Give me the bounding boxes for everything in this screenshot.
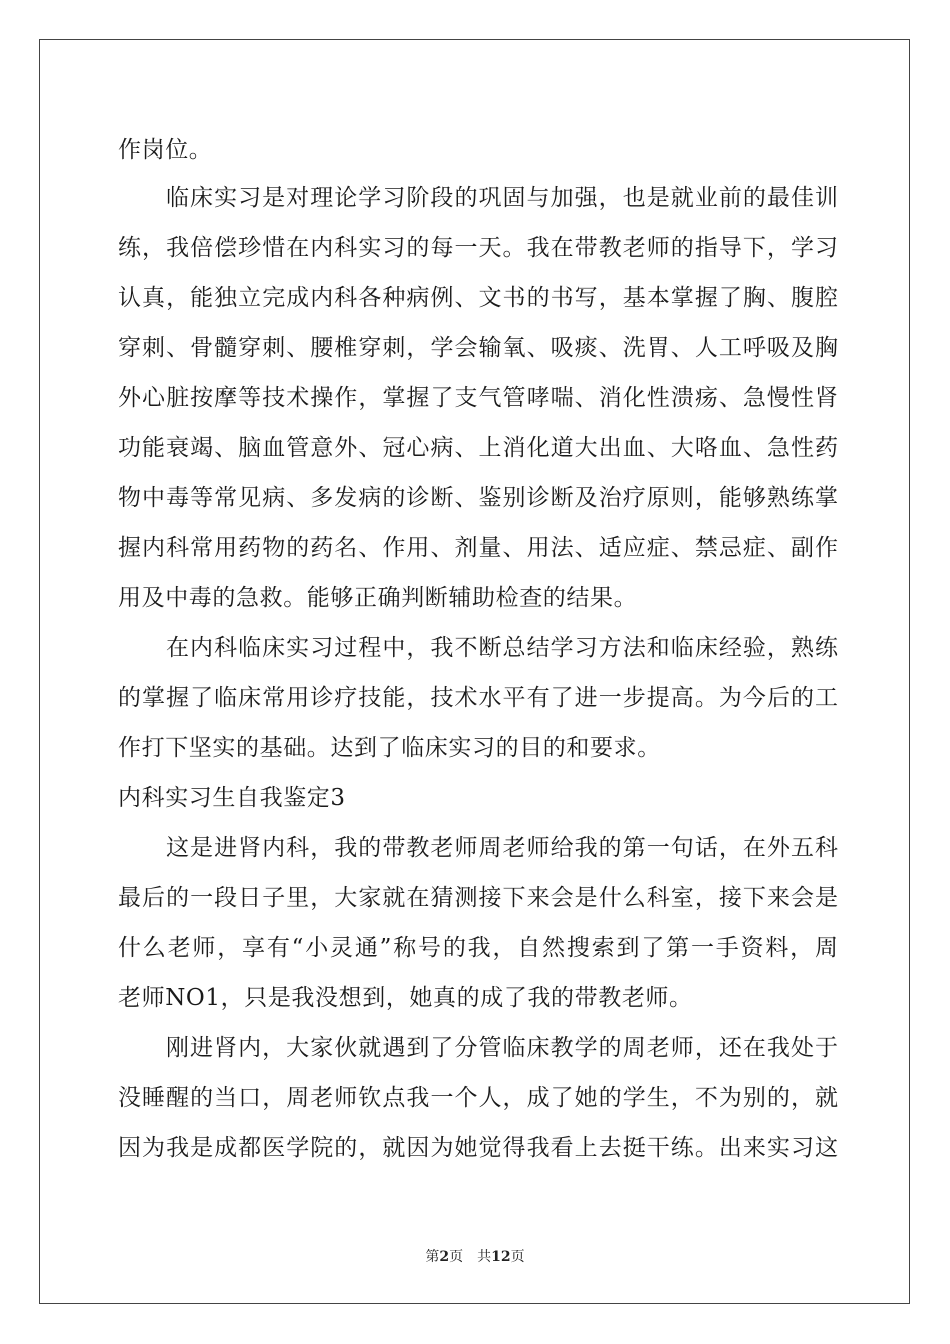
text-line: 作岗位。 (118, 137, 213, 163)
text-line: 老师NO1，只是我没想到，她真的成了我的带教老师。 (118, 985, 693, 1011)
text-line: 功能衰竭、脑血管意外、冠心病、上消化道大出血、大咯血、急性药 (118, 435, 838, 461)
text-line: 什么老师，享有“小灵通”称号的我，自然搜索到了第一手资料，周 (118, 935, 838, 961)
page-suffix: 页 (449, 1249, 464, 1265)
text-line: 用及中毒的急救。能够正确判断辅助检查的结果。 (118, 585, 638, 611)
text-line: 因为我是成都医学院的，就因为她觉得我看上去挺干练。出来实习这 (118, 1135, 838, 1161)
text-line: 物中毒等常见病、多发病的诊断、鉴别诊断及治疗原则，能够熟练掌 (118, 485, 838, 511)
text-line: 的掌握了临床常用诊疗技能，技术水平有了进一步提高。为今后的工 (118, 685, 838, 711)
text-line: 最后的一段日子里，大家就在猜测接下来会是什么科室，接下来会是 (118, 885, 838, 911)
page-current: 2 (439, 1249, 450, 1265)
text-line: 认真，能独立完成内科各种病例、文书的书写，基本掌握了胸、腹腔 (118, 285, 838, 311)
text-line: 握内科常用药物的药名、作用、剂量、用法、适应症、禁忌症、副作 (118, 535, 838, 561)
page-border (39, 39, 910, 1304)
text-line: 刚进肾内，大家伙就遇到了分管临床教学的周老师，还在我处于 (166, 1035, 838, 1061)
text-line: 作打下坚实的基础。达到了临床实习的目的和要求。 (118, 735, 661, 761)
text-line: 外心脏按摩等技术操作，掌握了支气管哮喘、消化性溃疡、急慢性肾 (118, 385, 838, 411)
total-suffix: 页 (510, 1249, 525, 1265)
text-line: 这是进肾内科，我的带教老师周老师给我的第一句话，在外五科 (166, 835, 838, 861)
text-line: 在内科临床实习过程中，我不断总结学习方法和临床经验，熟练 (166, 635, 838, 661)
text-line: 穿刺、骨髓穿刺、腰椎穿刺，学会输氧、吸痰、洗胃、人工呼吸及胸 (118, 335, 838, 361)
page-prefix: 第 (425, 1249, 440, 1265)
text-line: 临床实习是对理论学习阶段的巩固与加强，也是就业前的最佳训 (166, 185, 838, 211)
total-prefix: 共 (477, 1249, 492, 1265)
text-line: 没睡醒的当口，周老师钦点我一个人，成了她的学生，不为别的，就 (118, 1085, 838, 1111)
section-heading: 内科实习生自我鉴定3 (118, 785, 346, 811)
text-line: 练，我倍偿珍惜在内科实习的每一天。我在带教老师的指导下，学习 (118, 235, 838, 261)
page-total: 12 (491, 1249, 511, 1265)
page-footer (0, 1248, 950, 1266)
